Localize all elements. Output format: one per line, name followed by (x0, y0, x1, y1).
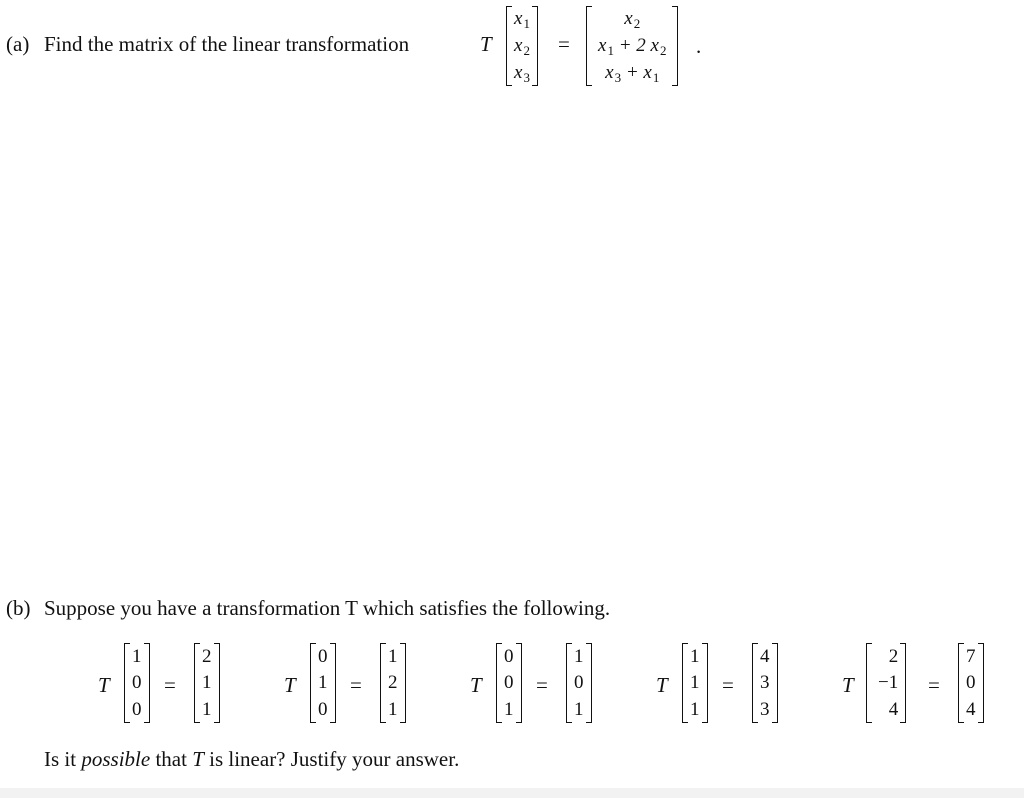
part-a-label: (a) (6, 32, 30, 56)
part-a-output-vector (586, 6, 678, 86)
equation-2-T: T (284, 673, 296, 697)
equation-2-input-vector (310, 643, 336, 723)
equation-3-output-vector (566, 643, 592, 723)
equation-1-output-vector (194, 643, 220, 723)
part-a-output-row1: $x_2$ (624, 8, 641, 32)
part-a-T: T (480, 32, 492, 56)
equation-4-output-vector (752, 643, 778, 723)
equation-5-input-3: 4 (888, 699, 899, 721)
question-T: T (192, 747, 204, 771)
equation-1-T: T (98, 673, 110, 697)
equation-1-output-3: 1 (202, 699, 212, 721)
equation-4-output-3: 3 (760, 699, 770, 721)
equation-2-equals: = (350, 673, 362, 697)
equation-4-input-2: 1 (690, 672, 700, 694)
equation-4-input-vector (682, 643, 708, 723)
question-mid: that (155, 747, 187, 771)
equation-1-input-1: 1 (132, 645, 142, 667)
equation-3-equals: = (536, 673, 548, 697)
equation-1-equals: = (164, 673, 176, 697)
equation-2-output-3: 1 (388, 699, 398, 721)
equation-2-input-1: 0 (318, 645, 328, 667)
equation-1-input-vector (124, 643, 150, 723)
part-a-output-row2: $x_1 + 2$ $x_2$ (598, 34, 667, 58)
equation-5-output-vector (958, 643, 984, 723)
equation-3-input-1: 0 (504, 645, 514, 667)
equation-1-output-1: 2 (202, 645, 212, 667)
equation-5-T: T (842, 673, 854, 697)
equation-2-output-2: 2 (388, 672, 398, 694)
equation-4-input-1: 1 (690, 645, 700, 667)
equation-5-input-1: 2 (888, 645, 899, 667)
equation-3-T: T (470, 673, 482, 697)
part-a-input-x3: $x_3$ (514, 61, 530, 85)
equation-3-output-2: 0 (574, 672, 584, 694)
part-a-input-x1: $x_1$ (514, 8, 530, 32)
equation-5-input-vector (866, 643, 906, 723)
equation-2-input-2: 1 (318, 672, 328, 694)
part-a-equals: = (558, 32, 570, 56)
bottom-band (0, 788, 1024, 798)
equation-1-output-2: 1 (202, 672, 212, 694)
equation-4-output-2: 3 (760, 672, 770, 694)
equation-2-output-vector (380, 643, 406, 723)
equation-5-equals: = (928, 673, 940, 697)
question-end: is linear? Justify your answer. (209, 747, 460, 771)
part-b-label: (b) (6, 596, 31, 620)
question-start: Is it (44, 747, 77, 771)
equation-3-input-3: 1 (504, 699, 514, 721)
part-a-output-row3: $x_3 + x_1$ (605, 61, 660, 85)
equation-4-output-1: 4 (760, 645, 770, 667)
equation-1-input-2: 0 (132, 672, 142, 694)
part-a-input-vector (506, 6, 538, 86)
part-b-text: Suppose you have a transformation T which satisfies the following. (44, 596, 611, 620)
equation-4-equals: = (722, 673, 734, 697)
part-b-question (44, 747, 459, 771)
equation-5-output-2: 0 (966, 672, 976, 694)
equation-3-output-1: 1 (574, 645, 584, 667)
equation-1-input-3: 0 (132, 699, 142, 721)
question-emphasis: possible (81, 747, 151, 771)
equation-5-output-1: 7 (966, 645, 976, 667)
part-a-period: . (696, 34, 702, 58)
part-a-input-x2: $x_2$ (514, 34, 530, 58)
equation-4-T: T (656, 673, 668, 697)
equation-2-output-1: 1 (388, 645, 398, 667)
equation-5-input-2: −1 (878, 672, 899, 694)
equation-4-input-3: 1 (690, 699, 700, 721)
equation-2-input-3: 0 (318, 699, 328, 721)
equation-3-output-3: 1 (574, 699, 584, 721)
equation-3-input-2: 0 (504, 672, 514, 694)
part-a-text: Find the matrix of the linear transformation (44, 32, 410, 56)
equation-3-input-vector (496, 643, 522, 723)
equation-5-output-3: 4 (966, 699, 976, 721)
